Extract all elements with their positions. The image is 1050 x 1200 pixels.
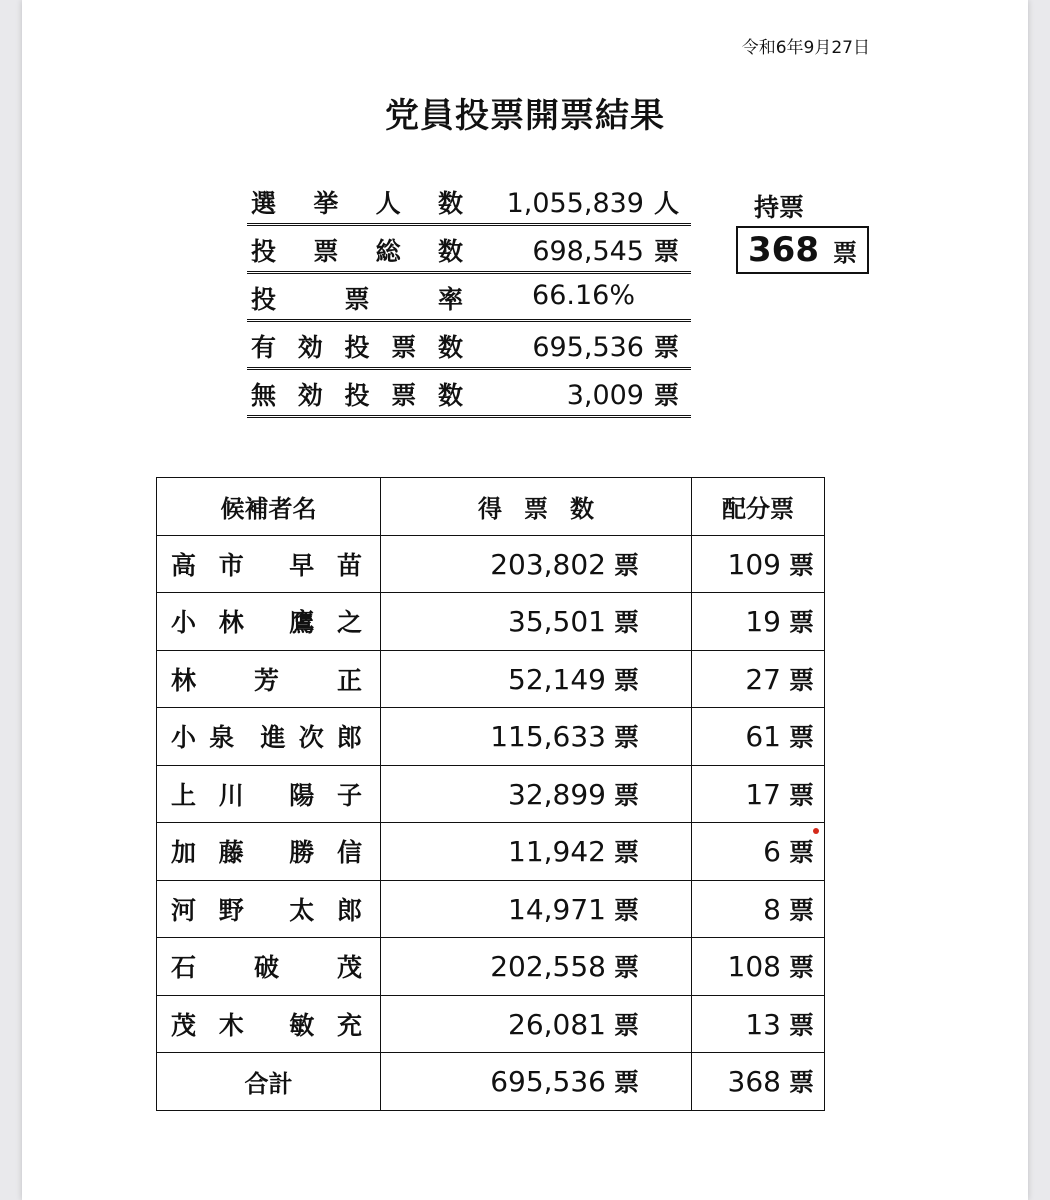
candidate-name: 林 芳 正 — [157, 650, 381, 708]
candidate-row — [157, 535, 825, 593]
summary-label: 選 挙 人 数 — [251, 189, 463, 218]
candidate-votes: 52,149 票 — [381, 650, 692, 708]
candidate-allocation: 13 票 — [692, 995, 825, 1053]
mochi-box — [736, 226, 869, 274]
summary-table — [247, 178, 691, 418]
candidate-votes: 203,802 票 — [381, 535, 692, 593]
total-label: 合計 — [157, 1053, 381, 1111]
candidate-row — [157, 938, 825, 996]
summary-value: 66.16% — [532, 280, 635, 311]
candidate-votes: 32,899 票 — [381, 765, 692, 823]
summary-row — [247, 226, 691, 274]
red-mark — [813, 828, 819, 834]
summary-value: 1,055,839 人 — [506, 188, 679, 219]
summary-label: 有 効 投 票 数 — [251, 333, 463, 362]
candidate-name: 小 林 鷹 之 — [157, 593, 381, 651]
header-candidate-name: 候補者名 — [157, 478, 381, 536]
candidate-name: 石 破 茂 — [157, 938, 381, 996]
candidate-allocation: 6 票 — [692, 823, 825, 881]
summary-row — [247, 322, 691, 370]
results-body — [157, 535, 825, 1053]
candidate-name: 茂 木 敏 充 — [157, 995, 381, 1053]
mochi-unit: 票 — [832, 238, 857, 267]
candidate-name: 高 市 早 苗 — [157, 535, 381, 593]
summary-value: 3,009 票 — [566, 380, 679, 411]
candidate-votes: 202,558 票 — [381, 938, 692, 996]
summary-row — [247, 370, 691, 418]
candidate-name: 小 泉 進 次 郎 — [157, 708, 381, 766]
candidate-name: 上 川 陽 子 — [157, 765, 381, 823]
summary-label: 無 効 投 票 数 — [251, 381, 463, 410]
candidate-allocation: 109 票 — [692, 535, 825, 593]
document-page — [22, 0, 1028, 1200]
candidate-allocation: 17 票 — [692, 765, 825, 823]
document-date: 令和6年9月27日 — [741, 38, 870, 58]
total-row — [157, 1053, 825, 1111]
candidate-row — [157, 995, 825, 1053]
summary-label: 投 票 総 数 — [251, 237, 463, 266]
document-title: 党員投票開票結果 — [385, 96, 665, 136]
header-allocation: 配分票 — [692, 478, 825, 536]
mochi-label: 持票 — [754, 193, 805, 222]
summary-value: 698,545 票 — [532, 236, 679, 267]
total-votes: 695,536 票 — [381, 1053, 692, 1111]
total-allocation: 368 票 — [692, 1053, 825, 1111]
candidate-row — [157, 823, 825, 881]
summary-row — [247, 178, 691, 226]
candidate-row — [157, 593, 825, 651]
summary-row — [247, 274, 691, 322]
results-table — [156, 477, 825, 1111]
candidate-row — [157, 880, 825, 938]
candidate-allocation: 19 票 — [692, 593, 825, 651]
candidate-votes: 14,971 票 — [381, 880, 692, 938]
candidate-votes: 35,501 票 — [381, 593, 692, 651]
candidate-votes: 26,081 票 — [381, 995, 692, 1053]
candidate-votes: 11,942 票 — [381, 823, 692, 881]
candidate-allocation: 61 票 — [692, 708, 825, 766]
summary-label: 投 票 率 — [251, 285, 463, 314]
candidate-row — [157, 708, 825, 766]
candidate-row — [157, 765, 825, 823]
results-header-row — [157, 478, 825, 536]
candidate-row — [157, 650, 825, 708]
summary-value: 695,536 票 — [532, 332, 679, 363]
candidate-allocation: 27 票 — [692, 650, 825, 708]
candidate-name: 河 野 太 郎 — [157, 880, 381, 938]
header-votes: 得票数 — [381, 478, 692, 536]
mochi-value: 368 — [748, 230, 819, 270]
candidate-allocation: 108 票 — [692, 938, 825, 996]
candidate-name: 加 藤 勝 信 — [157, 823, 381, 881]
candidate-votes: 115,633 票 — [381, 708, 692, 766]
candidate-allocation: 8 票 — [692, 880, 825, 938]
